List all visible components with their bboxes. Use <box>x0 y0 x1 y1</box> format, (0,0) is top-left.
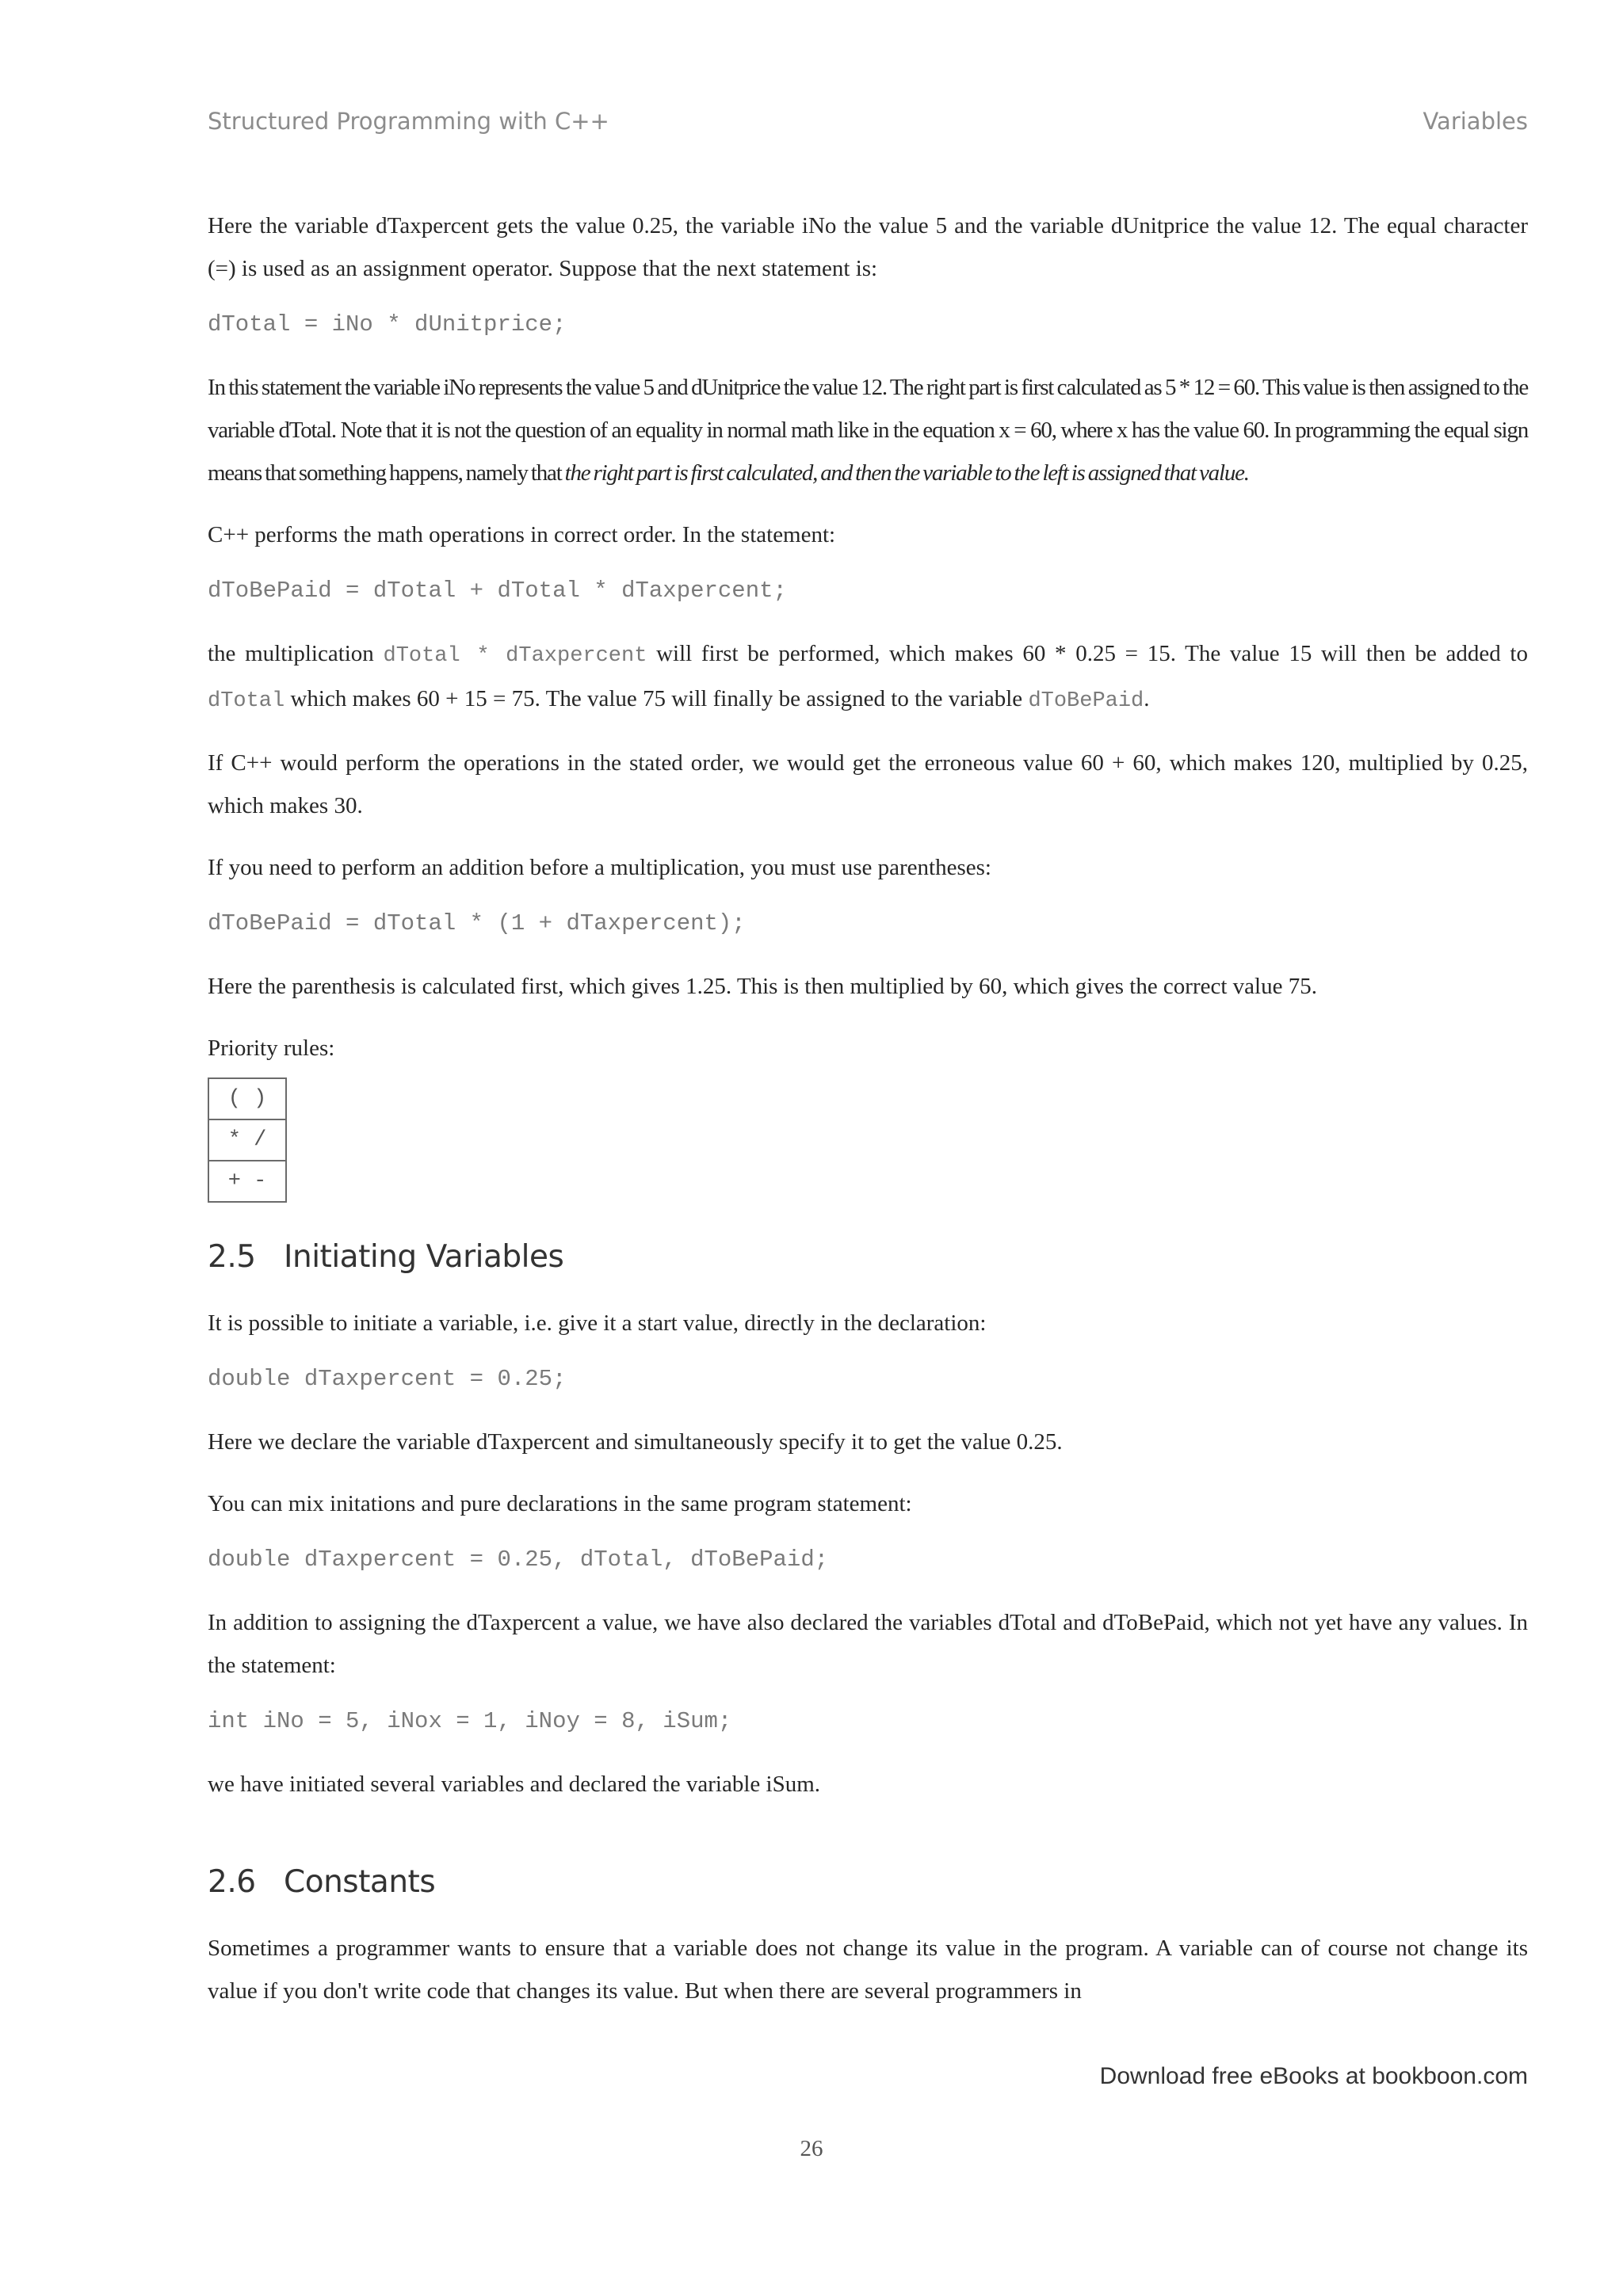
paragraph-text: In this statement the variable iNo represents the value 5 and dUnitprice the value 12. The right part is first calculated as 5 * 12 = 60. This value is then assigned to the variable dTotal. Note that it is not the question of an equality in normal math like in the equation x = 60, where x has the value 60. In programming the equal sign means that something happens, namely that <box>208 375 1528 486</box>
section-title: Initiating Variables <box>284 1239 564 1275</box>
page-content <box>208 204 1528 2031</box>
emphasized-text: the right part is first calculated, and then the variable to the left is assigned that value. <box>564 460 1249 486</box>
table-cell: * / <box>208 1119 286 1161</box>
code-declare-taxpercent: double dTaxpercent = 0.25; <box>208 1366 567 1392</box>
paragraph-assignment-intro: Here the variable dTaxpercent gets the value 0.25, the variable iNo the value 5 and the variable dUnitprice the value 12. The equal character (=) is used as an assignment operator. Suppose that the next statement is: <box>208 213 1528 281</box>
section-heading-initiating-variables <box>208 1239 1528 1275</box>
section-number: 2.5 <box>208 1239 256 1275</box>
paragraph-constants-intro: Sometimes a programmer wants to ensure that a variable does not change its value in the program. A variable can of course not change its value if you don't write code that changes its value. But when there are several programmers in <box>208 1936 1528 2004</box>
table-cell: + - <box>208 1161 286 1202</box>
code-mixed-declaration: double dTaxpercent = 0.25, dTotal, dToBePaid; <box>208 1547 829 1573</box>
paragraph-parentheses-intro: If you need to perform an addition before a multiplication, you must use parentheses: <box>208 855 991 880</box>
paragraph-text: the multiplication <box>208 641 384 666</box>
code-tobepaid-statement: dToBePaid = dTotal + dTotal * dTaxpercent; <box>208 578 787 604</box>
running-header <box>208 108 1528 135</box>
page-number: 26 <box>800 2136 823 2161</box>
table-row <box>208 1078 286 1119</box>
priority-rules-table <box>208 1077 287 1203</box>
paragraph-multiplication-order <box>208 632 1528 723</box>
table-row <box>208 1161 286 1202</box>
code-parentheses-statement: dToBePaid = dTotal * (1 + dTaxpercent); <box>208 910 746 936</box>
paragraph-text: will first be performed, which makes 60 * 0.25 = 15. The value 15 will then be added to <box>647 641 1528 666</box>
section-number: 2.6 <box>208 1864 256 1900</box>
paragraph-text: which makes 60 + 15 = 75. The value 75 will finally be assigned to the variable <box>285 686 1029 711</box>
inline-code: dTotal * dTaxpercent <box>383 644 647 668</box>
paragraph-assignment-explanation <box>208 366 1528 494</box>
paragraph-order-intro: C++ performs the math operations in correct order. In the statement: <box>208 522 836 547</box>
paragraph-text: . <box>1144 686 1150 711</box>
header-book-title: Structured Programming with C++ <box>208 108 609 135</box>
paragraph-erroneous-value: If C++ would perform the operations in the stated order, we would get the erroneous value 60 + 60, which makes 120, multiplied by 0.25, which makes 30. <box>208 750 1528 818</box>
header-chapter-title: Variables <box>1423 108 1528 135</box>
paragraph-initiate-intro: It is possible to initiate a variable, i.e. give it a start value, directly in the declaration: <box>208 1310 987 1336</box>
paragraph-declare-explanation: Here we declare the variable dTaxpercent and simultaneously specify it to get the value 0.25. <box>208 1429 1063 1455</box>
section-heading-constants <box>208 1864 1528 1900</box>
table-cell: ( ) <box>208 1078 286 1119</box>
section-title: Constants <box>284 1864 436 1900</box>
code-int-declaration: int iNo = 5, iNox = 1, iNoy = 8, iSum; <box>208 1708 732 1734</box>
download-ebooks-link[interactable]: Download free eBooks at bookboon.com <box>1099 2063 1528 2089</box>
inline-code: dToBePaid <box>1028 689 1144 713</box>
table-row <box>208 1119 286 1161</box>
priority-rules-label: Priority rules: <box>208 1035 335 1061</box>
code-total-statement: dTotal = iNo * dUnitprice; <box>208 311 567 338</box>
inline-code: dTotal <box>208 689 285 713</box>
paragraph-parentheses-result: Here the parenthesis is calculated first, which gives 1.25. This is then multiplied by 60, which gives the correct value 75. <box>208 974 1317 999</box>
paragraph-mixed-explanation: In addition to assigning the dTaxpercent a value, we have also declared the variables dTotal and dToBePaid, which not yet have any values. In the statement: <box>208 1610 1528 1678</box>
paragraph-mix-intro: You can mix initations and pure declarations in the same program statement: <box>208 1491 912 1516</box>
paragraph-initiated-summary: we have initiated several variables and declared the variable iSum. <box>208 1772 821 1797</box>
